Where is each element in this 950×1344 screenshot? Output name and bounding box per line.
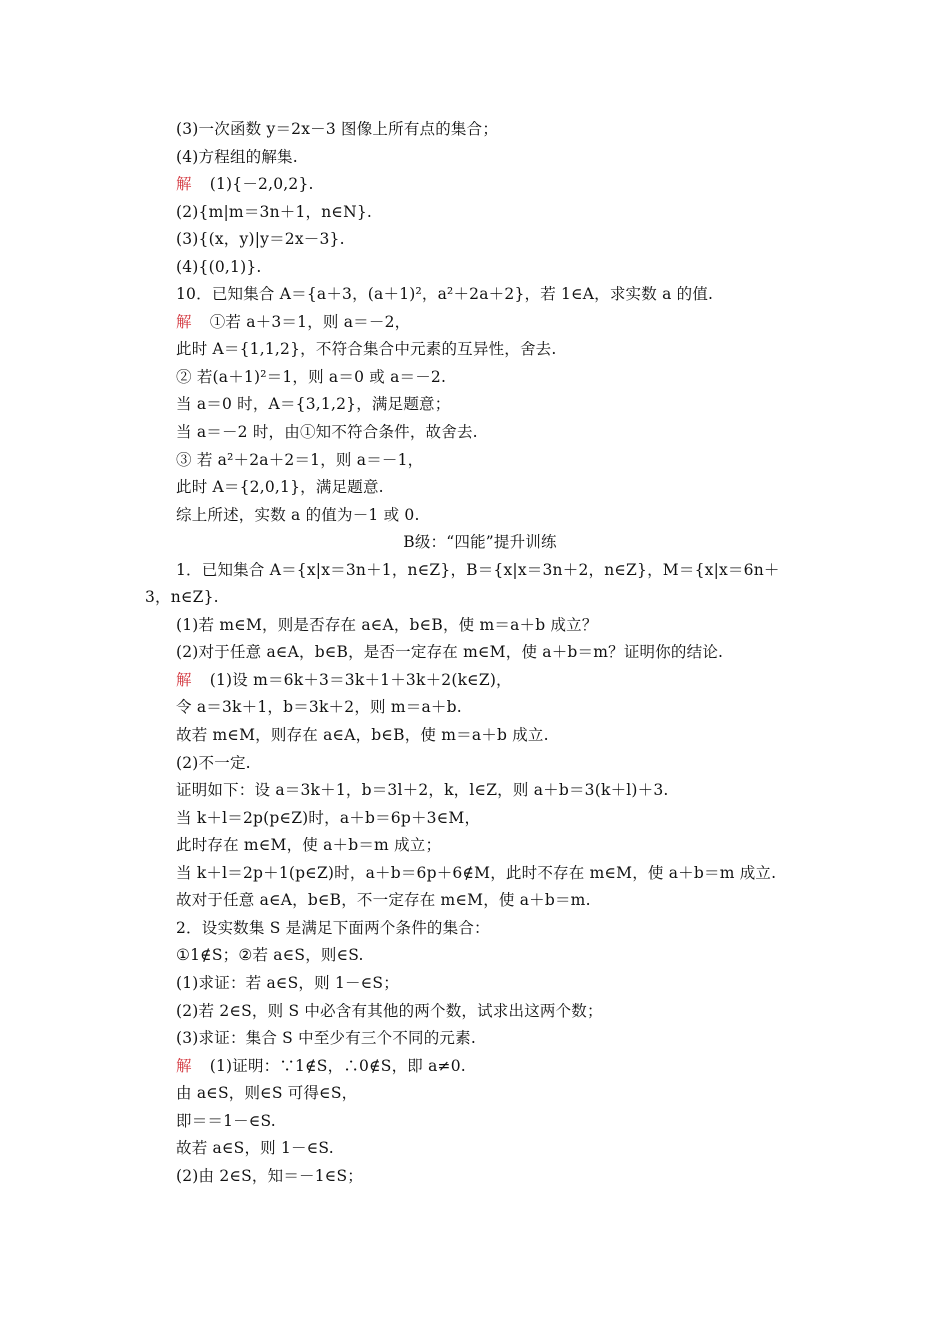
line-text: (3)一次函数 y＝2x－3 图像上所有点的集合； — [176, 120, 499, 138]
line-text: (2)对于任意 a∈A，b∈B，是否一定存在 m∈M，使 a＋b＝m？证明你的结论. — [176, 643, 724, 662]
text-line — [145, 447, 815, 475]
line-text: 1．已知集合 A＝{x|x＝3n＋1，n∈Z}，B＝{x|x＝3n＋2，n∈Z}，M＝{x|x＝6n＋ — [176, 560, 780, 579]
solution-label: 解 — [176, 312, 192, 331]
text-line — [145, 832, 815, 860]
line-text: 故对于任意 a∈A，b∈B，不一定存在 m∈M，使 a＋b＝m. — [176, 891, 591, 910]
text-line — [145, 1080, 815, 1108]
text-line — [145, 1053, 815, 1081]
text-line — [145, 144, 815, 172]
line-text: 当 k＋l＝2p(p∈Z)时，a＋b＝6p＋3∈M， — [176, 808, 481, 827]
line-text: 2．设实数集 S 是满足下面两个条件的集合： — [176, 918, 490, 937]
text-line — [145, 391, 815, 419]
line-text: 由 a∈S，则∈S 可得∈S， — [176, 1084, 358, 1103]
line-text: 证明如下：设 a＝3k＋1，b＝3l＋2，k，l∈Z，则 a＋b＝3(k＋l)＋3. — [176, 781, 669, 800]
line-text: 故若 m∈M，则存在 a∈A，b∈B，使 m＝a＋b 成立. — [176, 726, 549, 745]
text-line — [145, 612, 815, 640]
text-line — [145, 336, 815, 364]
solution-label: 解 — [176, 670, 192, 689]
text-line — [145, 226, 815, 254]
line-text: (1)证明：∵1∉S，∴0∉S，即 a≠0. — [209, 1056, 466, 1075]
line-text: 此时存在 m∈M，使 a＋b＝m 成立； — [176, 836, 442, 855]
line-text: 10．已知集合 A＝{a＋3，(a＋1)²，a²＋2a＋2}，若 1∈A，求实数 a 的值. — [176, 285, 714, 304]
line-text: (3){(x，y)|y＝2x－3}. — [176, 230, 345, 249]
text-line — [145, 171, 815, 199]
line-text: (2){m|m＝3n＋1，n∈N}. — [176, 202, 373, 221]
line-text: 故若 a∈S，则 1－∈S. — [176, 1139, 334, 1158]
text-line — [145, 474, 815, 502]
text-line — [145, 998, 815, 1026]
line-text: (4)方程组的解集. — [176, 147, 298, 166]
text-line — [145, 116, 815, 144]
text-line — [145, 750, 815, 778]
document-body — [145, 116, 815, 1190]
text-line — [145, 1108, 815, 1136]
line-text: (4){(0,1)}. — [176, 257, 262, 276]
line-text: 令 a＝3k＋1，b＝3k＋2，则 m＝a＋b. — [176, 698, 462, 717]
text-line — [145, 915, 815, 943]
line-text: (2)若 2∈S，则 S 中必含有其他的两个数，试求出这两个数； — [176, 1001, 603, 1020]
text-line — [145, 199, 815, 227]
line-text: 当 a＝－2 时，由①知不符合条件，故舍去. — [176, 423, 478, 442]
text-line — [145, 887, 815, 915]
text-line — [145, 860, 815, 888]
solution-label: 解 — [176, 1056, 192, 1075]
line-text: (1)求证：若 a∈S，则 1－∈S； — [176, 973, 399, 992]
text-line — [145, 1135, 815, 1163]
line-text: (1)若 m∈M，则是否存在 a∈A，b∈B，使 m＝a＋b 成立？ — [176, 615, 598, 634]
text-line — [145, 694, 815, 722]
text-line — [145, 419, 815, 447]
line-text: 当 k＋l＝2p＋1(p∈Z)时，a＋b＝6p＋6∉M，此时不存在 m∈M，使 a＋b＝m 成立. — [176, 863, 777, 882]
text-line — [145, 777, 815, 805]
line-text: ①若 a＋3＝1，则 a＝－2， — [209, 312, 411, 331]
text-line — [145, 502, 815, 530]
line-text: B级：“四能”提升训练 — [403, 533, 557, 552]
text-line — [145, 584, 815, 612]
text-line — [145, 281, 815, 309]
line-text: 即＝＝1－∈S. — [176, 1111, 276, 1130]
line-text: ③ 若 a²＋2a＋2＝1，则 a＝－1， — [176, 450, 424, 469]
line-text: ①1∉S；②若 a∈S，则∈S. — [176, 946, 364, 965]
line-text: (1)设 m＝6k＋3＝3k＋1＋3k＋2(k∈Z)， — [209, 670, 512, 689]
text-line — [145, 970, 815, 998]
text-line — [145, 639, 815, 667]
line-text: ② 若(a＋1)²＝1，则 a＝0 或 a＝－2. — [176, 367, 447, 386]
text-line — [145, 1163, 815, 1191]
text-line — [145, 309, 815, 337]
line-text: 综上所述，实数 a 的值为－1 或 0. — [176, 505, 420, 524]
text-line — [145, 254, 815, 282]
line-text: 3，n∈Z}. — [145, 588, 219, 607]
text-line — [145, 667, 815, 695]
text-line — [145, 722, 815, 750]
line-text: (1){－2,0,2}. — [209, 175, 314, 194]
line-text: (2)不一定. — [176, 753, 251, 772]
text-line — [145, 1025, 815, 1053]
text-line — [145, 805, 815, 833]
line-text: 此时 A＝{1,1,2}，不符合集合中元素的互异性，舍去. — [176, 340, 557, 359]
line-text: (2)由 2∈S，知＝－1∈S； — [176, 1166, 363, 1185]
text-line — [145, 557, 815, 585]
section-heading — [145, 529, 815, 557]
text-line — [145, 364, 815, 392]
line-text: 当 a＝0 时，A＝{3,1,2}，满足题意； — [176, 395, 451, 414]
text-line — [145, 942, 815, 970]
line-text: (3)求证：集合 S 中至少有三个不同的元素. — [176, 1029, 476, 1048]
line-text: 此时 A＝{2,0,1}，满足题意. — [176, 478, 384, 497]
solution-label: 解 — [176, 175, 192, 194]
